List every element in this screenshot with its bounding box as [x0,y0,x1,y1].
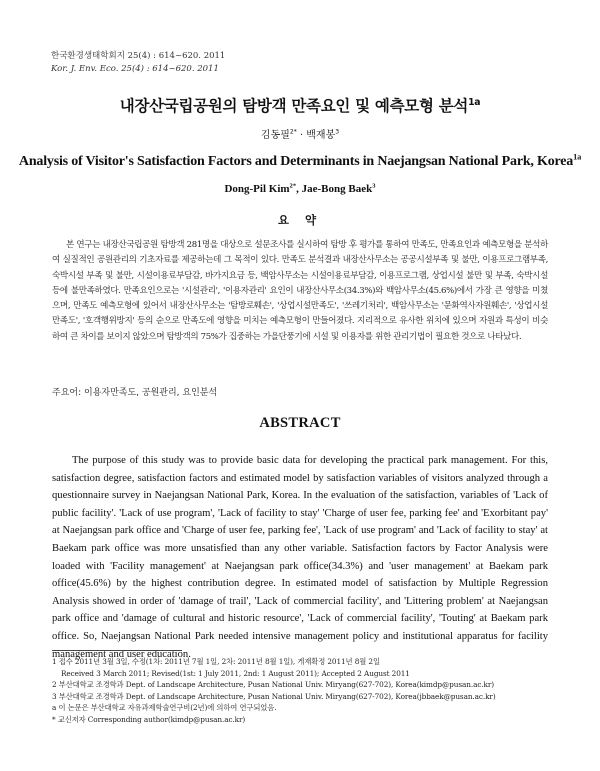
footnotes [52,656,552,726]
author-2-ko: 백재봉 [306,130,336,141]
abstract-english-heading: ABSTRACT [259,415,341,431]
author-1-ko: 김동필 [260,130,290,141]
journal-citation-ko: 한국환경생태학회지 25(4) : 614~620. 2011 [51,51,226,61]
title-korean [0,94,600,116]
footnote-star-text: 교신저자 Corresponding author(kimdp@pusan.ac.kr) [57,714,246,724]
footnote-3-text: 부산대학교 조경학과 Dept. of Landscape Architecture, Pusan National Univ. Miryang(627-702), Korea(jbbaek@pusan.ac.kr) [58,691,496,701]
footnote-divider [52,650,182,651]
footnote-a [52,702,552,714]
author-2-en-sup: 3 [372,182,376,190]
footnote-1-en: Received 3 March 2011; Revised(1st: 1 July 2011, 2nd: 1 August 2011); Accepted 2 August 2011 [61,668,410,678]
authors-korean [0,126,600,141]
footnote-3 [52,691,552,703]
footnote-a-mark: a [52,703,57,713]
keywords [52,385,217,398]
title-english-sup: 1a [573,152,582,162]
abstract-korean-body: 본 연구는 내장산국립공원 탐방객 281명을 대상으로 설문조사를 실시하여 탐방 후 평가를 통하여 만족도, 만족요인과 예측모형을 분석하여 실질적인 공원관리의 기초자료를 제공하는데 그 목적이 있다. 만족도 분석결과 내장산사무소는 공공시설부족 및 불만, 이용프로그램부족, 숙박시설 부족 및 불만, 시설이용료부담감, 바가지요금 등, 백암사무소는 시설이용료부담감, 이용프로그램, 상업시설 불만 및 부족, 숙박시설 등에 불만족하였다. 만족요인으로는 '시설관리', '이용자관리' 요인이 내장산사무소(34.3%)와 백암사무소(45.6%)에서 가장 큰 영향을 미쳤으며, 만족도 예측모형에 있어서 내장산사무소는 '탐방로훼손', '상업시설만족도', '쓰레기처리', 백암사무소는 '문화역사자원훼손', '상업시설만족도', '호객행위방지' 등의 순으로 만족도에 영향을 미치는 예측모형이 만들어졌다. 지리적으로 유사한 위치에 있으며 자원과 특성이 비슷하여 큰 차이를 보이지 않았으며 탐방객의 75%가 집중하는 가을단풍기에 시설 및 이용자를 위한 관리기법이 필요한 것으로 나타났다. [52,240,548,342]
author-2-en: Jae-Bong Baek [301,183,373,195]
keywords-list: 이용자만족도, 공원관리, 요인분석 [84,388,218,398]
author-1-ko-sup: 2* [289,128,297,136]
title-korean-sup: 1a [468,96,481,108]
footnote-2 [52,679,552,691]
author-1-en: Dong-Pil Kim [224,183,290,195]
journal-citation-en: Kor. J. Env. Eco. 25(4) : 614~620. 2011 [51,64,219,74]
journal-citation [51,50,225,76]
footnote-2-mark: 2 [52,680,57,690]
footnote-3-mark: 3 [52,691,57,701]
footnote-1 [52,656,552,668]
author-separator-ko: · [296,130,307,141]
keywords-label: 주요어: [52,388,82,398]
title-english-text: Analysis of Visitor's Satisfaction Factors and Determinants in Naejangsan National Park, Korea [18,154,574,169]
abstract-korean-heading: 요 약 [277,213,323,227]
title-english [0,154,600,170]
footnote-1-ko: 접수 2011년 3월 3일, 수정(1차: 2011년 7월 1일, 2차: 2011년 8월 1일), 게재확정 2011년 8월 2일 [58,657,380,666]
footnote-1-mark: 1 [52,657,57,666]
author-separator-en: , [296,183,302,195]
author-1-en-sup: 2* [289,182,297,190]
footnote-star [52,714,552,726]
title-korean-text: 내장산국립공원의 탐방객 만족요인 및 예측모형 분석 [119,97,469,115]
abstract-english-body: The purpose of this study was to provide basic data for developing the practical park management. For this, satisfaction degree, satisfaction factors and estimated model by satisfaction variables of visitors analyzed through a questionnaire survey in Naejangsan National Park, Korea. In the evaluation of the satisfaction, variables of 'Lack of public facility'. 'Lack of use program', 'Lack of facility to stay' 'Charge of user fee, parking fee' and 'Exorbitant pay' at Naejangsan park office and 'Charge of user fee, parking fee', 'Lack of use program' and 'Lack of facility to stay' at Baekam park office was more unsatisfied than any other variable. Satisfaction factors by Factor Analysis were loaded with 'Facility management' at Naejangsan park office(34.3%) and 'user management' at Baekam park office(45.6%) by the highest contribution degree. In estimated model of satisfaction by Multiple Regression Analysis showed in order of 'damage of trail', 'Lack of commercial facility', and 'Littering problem' at Naejangsan park office and 'damage of cultural and historic resource', 'Lack of commercial facility', 'Touting' at Baekam park office. So, Naejangsan National Park needed intensive management policy and institutional apparatus for facility management and user education. [52,455,548,660]
footnote-a-text: 이 논문은 부산대학교 자유과제학술연구비(2년)에 의하여 연구되었음. [58,703,277,713]
footnote-2-text: 부산대학교 조경학과 Dept. of Landscape Architecture, Pusan National Univ. Miryang(627-702), Korea(kimdp@pusan.ac.kr) [58,680,494,690]
author-2-ko-sup: 3 [335,128,340,136]
footnote-star-mark: * [52,714,56,724]
authors-english [0,183,600,195]
